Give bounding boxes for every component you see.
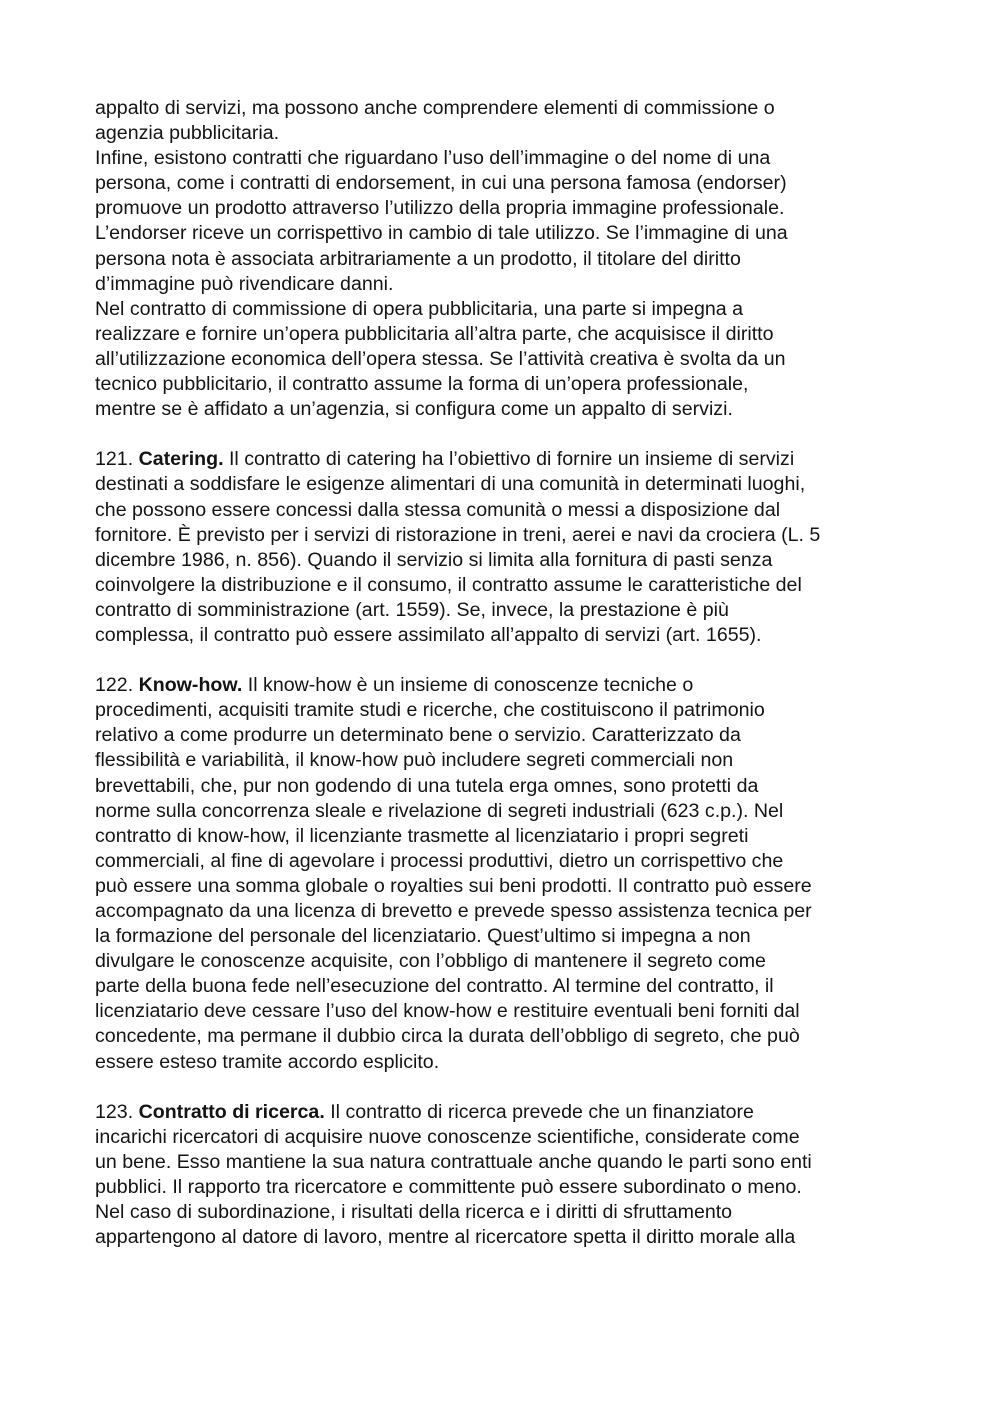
section-know-how — [95, 673, 910, 1075]
text-line: incarichi ricercatori di acquisire nuove conoscenze scientifiche, considerate come — [95, 1125, 800, 1148]
text-line: tecnico pubblicitario, il contratto assume la forma di un’opera professionale, — [95, 373, 749, 396]
text-line: persona nota è associata arbitrariamente a un prodotto, il titolare del diritto — [95, 247, 741, 270]
text-line: mentre se è affidato a un’agenzia, si configura come un appalto di servizi. — [95, 398, 733, 421]
section-first-line — [95, 673, 910, 698]
document-page — [95, 96, 910, 1250]
text-line: appartengono al datore di lavoro, mentre al ricercatore spetta il diritto morale alla — [95, 1226, 796, 1249]
section-first-line-text: Il contratto di ricerca prevede che un finanziatore — [324, 1100, 754, 1123]
text-line: Nel contratto di commissione di opera pubblicitaria, una parte si impegna a — [95, 297, 744, 320]
text-line: commerciali, al fine di agevolare i processi produttivi, dietro un corrispettivo che — [95, 849, 784, 872]
text-line: un bene. Esso mantiene la sua natura contrattuale anche quando le parti sono enti — [95, 1150, 812, 1173]
section-number: 123. — [95, 1100, 139, 1123]
text-line: pubblici. Il rapporto tra ricercatore e committente può essere subordinato o meno. — [95, 1176, 802, 1199]
text-line: che possono essere concessi dalla stessa comunità o messi a disposizione dal — [95, 498, 781, 521]
section-first-line — [95, 1100, 910, 1125]
section-heading: Contratto di ricerca. — [138, 1100, 325, 1123]
text-line: L’endorser riceve un corrispettivo in cambio di tale utilizzo. Se l’immagine di una — [95, 222, 788, 245]
text-line: destinati a soddisfare le esigenze alimentari di una comunità in determinati luoghi, — [95, 473, 806, 496]
intro-paragraph — [95, 96, 910, 422]
text-line: può essere una somma globale o royalties sui beni prodotti. Il contratto può essere — [95, 874, 812, 897]
text-line: norme sulla concorrenza sleale e rivelazione di segreti industriali (623 c.p.). Nel — [95, 799, 784, 822]
paragraph-spacer — [95, 422, 910, 447]
text-line: d’immagine può rivendicare danni. — [95, 272, 394, 295]
text-line: licenziatario deve cessare l’uso del know-how e restituire eventuali beni forniti dal — [95, 1000, 800, 1023]
section-first-line-text: Il know-how è un insieme di conoscenze tecniche o — [242, 674, 694, 697]
text-line: persona, come i contratti di endorsement, in cui una persona famosa (endorser) — [95, 172, 787, 195]
text-line: contratto di know-how, il licenziante trasmette al licenziatario i propri segreti — [95, 824, 749, 847]
text-line: appalto di servizi, ma possono anche comprendere elementi di commissione o — [95, 97, 775, 119]
text-line: promuove un prodotto attraverso l’utilizzo della propria immagine professionale. — [95, 197, 785, 220]
text-line: dicembre 1986, n. 856). Quando il servizio si limita alla fornitura di pasti senza — [95, 548, 773, 571]
text-line: flessibilità e variabilità, il know-how può includere segreti commerciali non — [95, 749, 734, 772]
text-line: parte della buona fede nell’esecuzione del contratto. Al termine del contratto, il — [95, 975, 774, 998]
text-line: concedente, ma permane il dubbio circa la durata dell’obbligo di segreto, che può — [95, 1025, 800, 1048]
text-line: la formazione del personale del licenziatario. Quest’ultimo si impegna a non — [95, 925, 751, 948]
section-catering — [95, 447, 910, 648]
text-line: accompagnato da una licenza di brevetto e prevede spesso assistenza tecnica per — [95, 900, 812, 922]
section-contratto-di-ricerca — [95, 1100, 910, 1251]
text-line: all’utilizzazione economica dell’opera stessa. Se l’attività creativa è svolta da un — [95, 347, 786, 370]
section-number: 122. — [95, 674, 139, 697]
text-line: fornitore. È previsto per i servizi di ristorazione in treni, aerei e navi da crociera (L. 5 — [95, 523, 821, 546]
paragraph-spacer — [95, 1075, 910, 1100]
text-line: realizzare e fornire un’opera pubblicitaria all’altra parte, che acquisisce il diritto — [95, 322, 774, 345]
text-line: Nel caso di subordinazione, i risultati della ricerca e i diritti di sfruttamento — [95, 1201, 733, 1224]
text-line: procedimenti, acquisiti tramite studi e ricerche, che costituiscono il patrimonio — [95, 699, 765, 722]
text-line: coinvolgere la distribuzione e il consumo, il contratto assume le caratteristiche del — [95, 573, 802, 596]
section-heading: Catering. — [138, 448, 224, 471]
text-line: brevettabili, che, pur non godendo di una tutela erga omnes, sono protetti da — [95, 774, 759, 797]
section-heading: Know-how. — [138, 674, 243, 697]
section-first-line-text: Il contratto di catering ha l’obiettivo di fornire un insieme di servizi — [223, 448, 795, 471]
paragraph-spacer — [95, 648, 910, 673]
text-line: Infine, esistono contratti che riguardano l’uso dell’immagine o del nome di una — [95, 147, 771, 170]
text-line: contratto di somministrazione (art. 1559). Se, invece, la prestazione è più — [95, 598, 729, 621]
text-line: divulgare le conoscenze acquisite, con l’obbligo di mantenere il segreto come — [95, 950, 766, 973]
section-number: 121. — [95, 448, 139, 471]
text-line: agenzia pubblicitaria. — [95, 122, 280, 145]
text-line: complessa, il contratto può essere assimilato all’appalto di servizi (art. 1655). — [95, 623, 762, 646]
text-line: relativo a come produrre un determinato bene o servizio. Caratterizzato da — [95, 724, 741, 747]
text-line: essere esteso tramite accordo esplicito. — [95, 1050, 440, 1073]
section-first-line — [95, 447, 910, 472]
